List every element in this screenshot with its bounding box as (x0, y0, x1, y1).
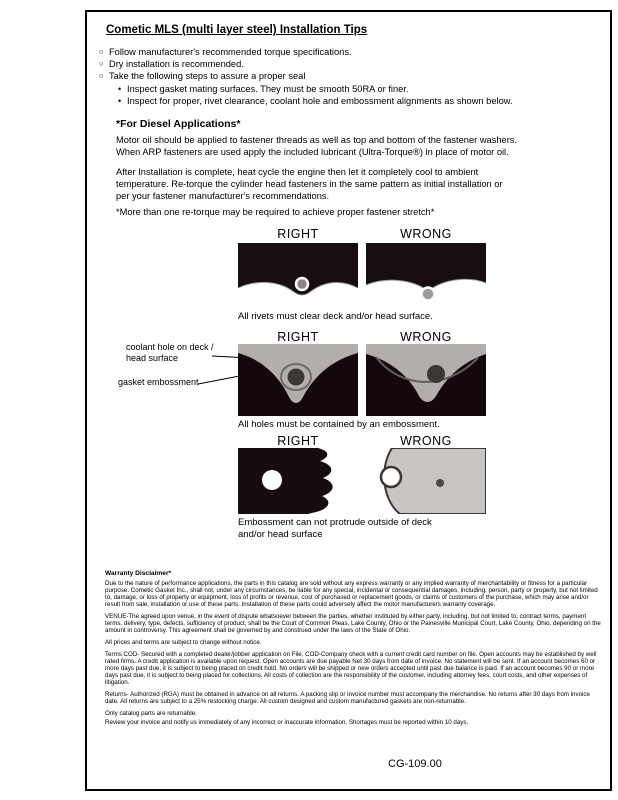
retorque-note: *More than one re-torque may be required to achieve proper fastener stretch* (116, 207, 435, 217)
circle-bullet-icon: ○ (99, 59, 104, 69)
coolant-hole-annotation: coolant hole on deck / head surface (126, 342, 214, 363)
right-label-row1: RIGHT (277, 227, 319, 241)
tip-text: Dry installation is recommended. (109, 59, 244, 70)
tip-sub-text: Inspect gasket mating surfaces. They must be smooth 50RA or finer. (127, 83, 409, 94)
protrusion-wrong-diagram (366, 448, 486, 514)
tip-sub-item (99, 95, 559, 107)
right-label-row2: RIGHT (277, 330, 319, 344)
circle-bullet-icon: ○ (99, 71, 104, 81)
protrusion-caption: Embossment can not protrude outside of deck and/or head surface (238, 517, 432, 540)
tip-sub-text: Inspect for proper, rivet clearance, coolant hole and embossment alignments as shown below. (127, 95, 513, 106)
tip-item (99, 46, 559, 58)
diesel-paragraph-oil: Motor oil should be applied to fastener threads as well as top and bottom of the fastener washers. When ARP fasteners are used apply the included lubricant (Ultra-Torque®) in place of motor oil. (116, 135, 518, 157)
page-code: CG-109.00 (388, 758, 442, 770)
diesel-applications-heading: *For Diesel Applications* (116, 118, 241, 130)
disclaimer-paragraph-warranty: Due to the nature of performance applications, the parts in this catalog are sold without any express warranty or any implied warranty of merchantability or fitness for a particular purpose. Cometic Gasket Inc., shall not, under any circumstances, be liable for any special, incidental or consequential damages, including, person, party or property, but not limited to, damage, or loss of property or equipment, loss of profits or revenue, cost of purchased or replacement goods, or claims of customers of the purchase, which may arise and/or result from sale, installation or use of these parts. Installation of these parts could adversely affect the motor manufacturers warranty coverage. (105, 580, 598, 608)
tip-text: Follow manufacturer's recommended torque specifications. (109, 47, 352, 57)
dot-bullet-icon: • (118, 95, 122, 106)
tip-sub-item (99, 83, 559, 95)
warranty-disclaimer-heading: Warranty Disclaimer* (105, 570, 172, 577)
wrong-label-row1: WRONG (400, 227, 452, 241)
disclaimer-paragraph-terms: Terms COD- Secured with a completed dealer/jobber application on File, COD-Company check with a current credit card number on file. Open accounts may be established by well rated firms. A credit application is available upon request. Open accounts are due payable Net 30 days from date of invoice. No statement will be sent. If an account becomes 60 or more days past due, it is subject to being placed on credit hold. No orders will be shipped or new orders accepted until past due balance is paid. If an account becomes 90 or more days past due, it is subject to being placed for collections. All costs of collection are the responsibility of the customer, including attorney fees, court costs, and other expenses of litigation. (105, 651, 597, 686)
tip-item (99, 70, 559, 82)
page-title: Cometic MLS (multi layer steel) Installation Tips (106, 24, 368, 36)
tip-text: Take the following steps to assure a proper seal (109, 71, 306, 82)
wrong-label-row2: WRONG (400, 330, 452, 344)
wrong-label-row3: WRONG (400, 434, 452, 448)
gasket-embossment-annotation: gasket embossment (118, 377, 199, 387)
disclaimer-paragraph-returns: Returns- Authorized (RGA) must be obtained in advance on all returns. A packing slip or invoice number must accompany the merchandise. No returns after 30 days from invoice date. All returns are subject to a 25% restocking charge. All custom designed and custom manufactured gaskets are non-returnable. (105, 691, 590, 705)
disclaimer-paragraph-venue: VENUE-The agreed upon venue, in the event of dispute whatsoever between the parties, whether instituted by either party, including, but not limited to, contract terms, payment terms, delivery, type, defects, sufficiency of product, shall be the Court of Common Pleas, Lake County, Ohio or the Painesville Municipal Court, Lake County, Ohio, depending on the amount in controversy. This agreement shall be governed by and construed under the laws of the State of Ohio. (105, 613, 601, 634)
embossment-wrong-diagram (366, 344, 486, 416)
tips-list (99, 46, 559, 107)
right-label-row3: RIGHT (277, 434, 319, 448)
rivet-clearance-wrong-diagram (366, 243, 486, 307)
warranty-disclaimer (105, 570, 602, 731)
rivet-caption: All rivets must clear deck and/or head surface. (238, 311, 433, 322)
circle-bullet-icon: ○ (99, 47, 104, 56)
rivet-clearance-right-diagram (238, 243, 358, 307)
protrusion-right-diagram (238, 448, 358, 514)
diesel-paragraph-retorque: After Installation is complete, heat cycle the engine then let it completely cool to ambient temperature. Re-torque the cylinder head fasteners in the same pattern as initial installation or per your fastener manufacturer's recommendations. (116, 167, 503, 201)
holes-caption: All holes must be contained by an embossment. (238, 419, 440, 430)
embossment-right-diagram (238, 344, 358, 416)
disclaimer-paragraph-invoice: Review your invoice and notify us immediately of any incorrect or inaccurate information. Shortages must be reported within 10 days. (105, 719, 469, 726)
tip-item (99, 58, 559, 70)
dot-bullet-icon: • (118, 83, 122, 94)
disclaimer-paragraph-catalog: Only catalog parts are returnable. (105, 710, 197, 717)
disclaimer-paragraph-prices: All prices and terms are subject to change without notice. (105, 639, 262, 646)
